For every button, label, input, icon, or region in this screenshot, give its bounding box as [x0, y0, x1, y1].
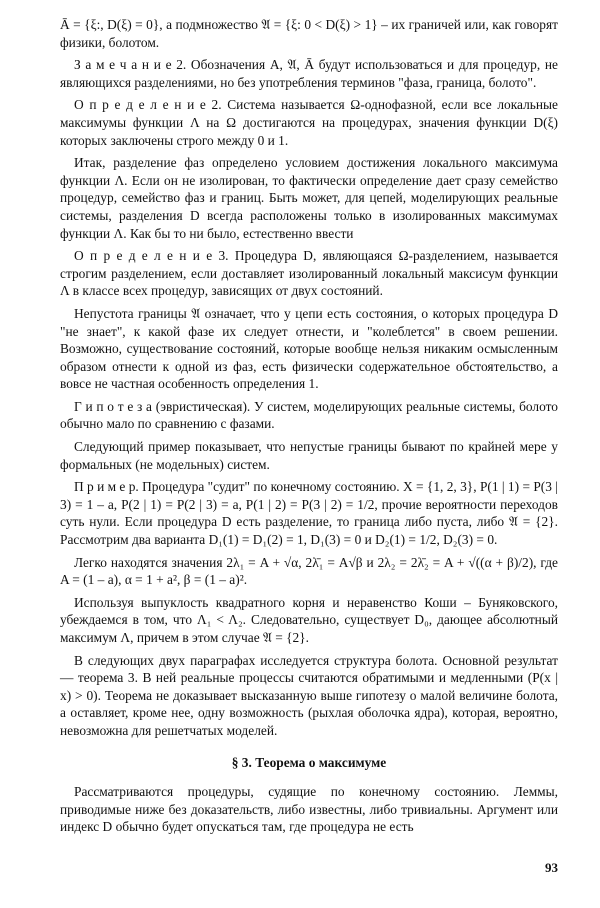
paragraph-definition-2: О п р е д е л е н и е 2. Система называется Ω-однофазной, если все локальные максимумы функции Λ на Ω достигаются на процедурах, значения функции D(ξ) которых заключены строго между 0 и 1.	[60, 97, 558, 148]
paragraph-remark-2: З а м е ч а н и е 2. Обозначения A, 𝔄, Ā будут использоваться и для процедур, не являющихся разделениями, но без употребления терминов "фаза, граница, болото".	[60, 57, 558, 90]
section-title: § 3. Теорема о максимуме	[231, 754, 387, 770]
page-number: 93	[545, 860, 558, 875]
body-text	[60, 16, 558, 836]
paragraph-values: Легко находятся значения 2λ₁ = A + √α, 2λ̄₁ = A√β и 2λ₂ = 2λ̄₂ = A + √((α + β)/2), где A = (1 – a), α = 1 + a², β = (1 – a)².	[60, 554, 558, 588]
paragraph-definition-3: О п р е д е л е н и е 3. Процедура D, являющаяся Ω-разделением, называется строгим разделением, если доставляет изолированный локальный максисум функции Λ в классе всех процедур, зависящих от двух состояний.	[60, 248, 558, 299]
paragraph-example-intro: Следующий пример показывает, что непустые границы бывают по крайней мере у формальных (не модельных) систем.	[60, 439, 558, 472]
paragraph-convexity: Используя выпуклость квадратного корня и неравенство Коши – Буняковского, убеждаемся в том, что Λ₁ < Λ₂. Следовательно, существует D₀, дающее абсолютный максимум Λ, причем в этом случае 𝔄 = {2}.	[60, 594, 558, 645]
paragraph-hypothesis: Г и п о т е з а (эвристическая). У систем, моделирующих реальные системы, болото обычно мало по сравнению с фазами.	[60, 398, 558, 432]
paragraph-example: П р и м е р. Процедура "судит" по конечному состоянию. X = {1, 2, 3}, P(1 | 1) = P(3 | 3) = 1 – a, P(2 | 1) = P(2 | 3) = a, P(1 | 2) = P(3 | 2) = 1/2, прочие вероятности переходов суть нули. Если процедура D есть разделение, то граница либо пуста, либо 𝔄 = {2}. Рассмотрим два варианта D₁(1) = D₁(2) = 1, D₁(3) = 0 и D₂(1) = 1/2, D₂(3) = 0.	[60, 479, 558, 548]
paragraph-next-sections: В следующих двух параграфах исследуется структура болота. Основной результат — теорема 3. В ней реальные процессы считаются обратимыми и медленными (P(x | x) > 0). Теорема не доказывает высказанную выше гипотезу о малой величине болота, а оставляет, кроме нее, одну возможность (рыхлая оболочка ядра), которая, вероятно, невозможна для решетчатых моделей.	[60, 652, 558, 738]
paragraph-boundary: Непустота границы 𝔄 означает, что у цепи есть состояния, о которых процедура D "не знает", к какой фазе их следует отнести, и "колеблется" в своем решении. Возможно, существование состояний, которые вообще нельзя никаким осмысленным образом отнести к одной из фаз, есть физически содержательное обстоятельство, а вовсе не частная особенность определения 1.	[60, 305, 558, 392]
paragraph-section-3: Рассматриваются процедуры, судящие по конечному состоянию. Леммы, приводимые ниже без доказательств, либо известны, либо тривиальны. Аргумент или индекс D обычно будет опускаться там, где процедура не есть	[60, 784, 558, 835]
paragraph-phase-separation: Итак, разделение фаз определено условием достижения локального максимума функции Λ. Если он не изолирован, то фактически определение дает сразу семейство процедур, семейство фаз и границ. Быть может, для цепей, моделирующих реальные системы, разделения D всегда расположены только в изолированных максимумах функции Λ. Как бы то ни было, естественно ввести	[60, 155, 558, 241]
paragraph-opening: Ā = {ξ:, D(ξ) = 0}, а подмножество 𝔄 = {ξ: 0 < D(ξ) > 1} – их граничей или, как говорят физики, болотом.	[60, 17, 558, 50]
